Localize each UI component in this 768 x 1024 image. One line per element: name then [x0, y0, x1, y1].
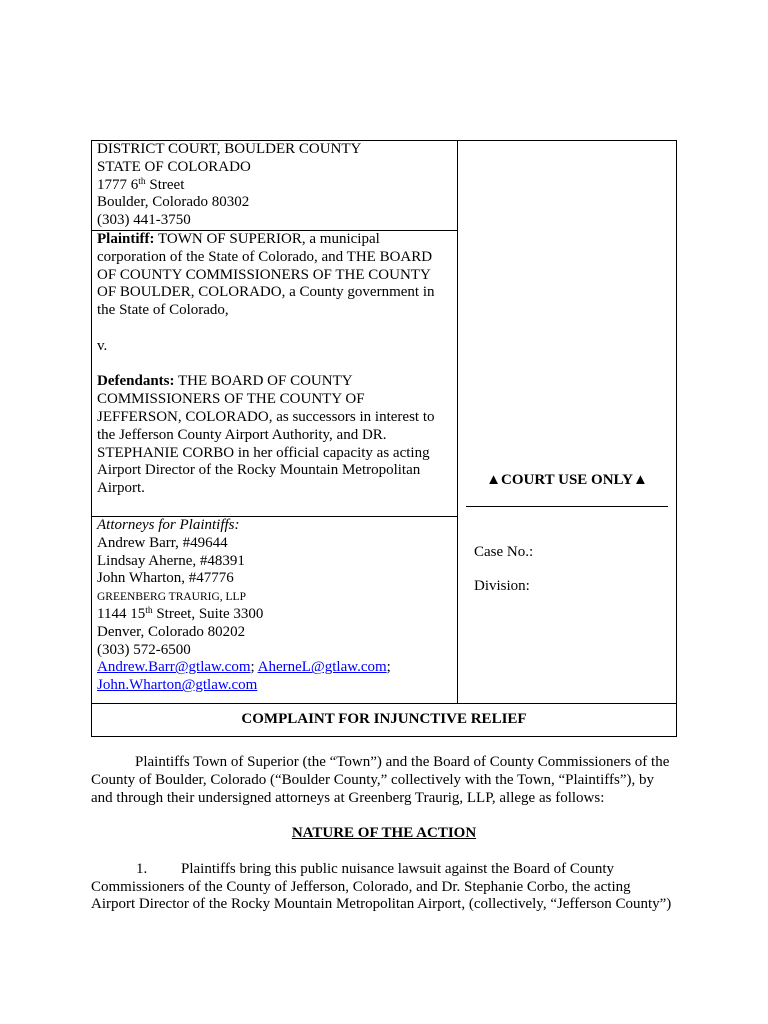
- firm-street-suffix: th: [145, 605, 153, 616]
- court-use-divider: [466, 506, 668, 507]
- paragraph-text: Plaintiffs bring this public nuisance lawsuit against the Board of County: [181, 860, 615, 877]
- intro-paragraph-line: County of Boulder, Colorado (“Boulder County,” collectively with the Town, “Plaintiffs”), by: [91, 771, 654, 788]
- court-street-address: [97, 177, 455, 195]
- plaintiff-line: [97, 231, 455, 249]
- email-link-aherne[interactable]: AherneL@gtlaw.com: [257, 659, 387, 676]
- document-title-row: [92, 704, 676, 736]
- defendants-text: Airport Director of the Rocky Mountain Metropolitan: [97, 462, 421, 479]
- defendants-text: COMMISSIONERS OF THE COUNTY OF: [97, 391, 365, 408]
- paragraph-text: Airport Director of the Rocky Mountain Metropolitan Airport, (collectively, “Jefferson County”): [91, 896, 672, 913]
- intro-paragraph-line: and through their undersigned attorneys at Greenberg Traurig, LLP, allege as follows:: [91, 789, 605, 806]
- attorneys-cell: [97, 517, 455, 695]
- law-firm-line: [97, 588, 455, 606]
- blank-line: [91, 843, 677, 861]
- numbered-paragraph-line: [91, 861, 677, 879]
- firm-street-name: Street, Suite 3300: [152, 605, 264, 622]
- paragraph-number: 1.: [136, 860, 148, 877]
- defendants-text: JEFFERSON, COLORADO, as successors in interest to: [97, 408, 435, 425]
- defendants-line: [97, 373, 455, 391]
- section-heading: NATURE OF THE ACTION: [291, 825, 477, 842]
- attorney-name: Andrew Barr, #49644: [97, 534, 228, 551]
- defendants-label: Defendants:: [97, 373, 175, 390]
- email-link-barr[interactable]: Andrew.Barr@gtlaw.com: [97, 659, 251, 676]
- division-label: Division:: [474, 578, 530, 594]
- court-city: Boulder, Colorado 80302: [97, 194, 250, 211]
- defendants-text: the Jefferson County Airport Authority, and DR.: [97, 426, 387, 443]
- plaintiff-text: OF COUNTY COMMISSIONERS OF THE COUNTY: [97, 266, 431, 283]
- blank-line: [91, 807, 677, 825]
- parties-cell: [97, 231, 455, 498]
- email-line: [97, 659, 455, 677]
- court-state: STATE OF COLORADO: [97, 158, 251, 175]
- blank-line: [97, 320, 455, 338]
- plaintiff-label: Plaintiff:: [97, 231, 155, 247]
- versus: v.: [97, 337, 108, 354]
- document-title: COMPLAINT FOR INJUNCTIVE RELIEF: [241, 711, 527, 728]
- email-separator: ;: [386, 659, 391, 676]
- case-caption: [91, 140, 677, 737]
- court-street-suffix: th: [138, 176, 146, 187]
- blank-line: [97, 356, 455, 374]
- court-use-only-label: ▲COURT USE ONLY▲: [486, 472, 648, 488]
- firm-phone: (303) 572-6500: [97, 641, 191, 658]
- attorneys-heading: Attorneys for Plaintiffs:: [97, 517, 240, 533]
- firm-street-address: [97, 606, 455, 624]
- court-street-number: 1777 6: [97, 176, 139, 193]
- firm-street-number: 1144 15: [97, 605, 146, 622]
- court-info-cell: [97, 141, 455, 230]
- plaintiff-text: TOWN OF SUPERIOR, a municipal: [157, 231, 380, 247]
- defendants-text: THE BOARD OF COUNTY: [177, 373, 353, 390]
- document-body: [91, 754, 677, 914]
- court-phone: (303) 441-3750: [97, 212, 191, 229]
- court-use-cell: [458, 141, 676, 703]
- defendants-text: Airport.: [97, 480, 145, 497]
- case-number-label: Case No.:: [474, 544, 534, 560]
- email-link-wharton[interactable]: John.Wharton@gtlaw.com: [97, 677, 258, 694]
- section-heading-row: [91, 825, 677, 843]
- court-street-name: Street: [145, 176, 185, 193]
- email-line: [97, 677, 455, 695]
- attorney-name: John Wharton, #47776: [97, 570, 234, 587]
- email-separator: ;: [250, 659, 255, 676]
- defendants-text: STEPHANIE CORBO in her official capacity as acting: [97, 444, 430, 461]
- plaintiff-text: OF BOULDER, COLORADO, a County government in: [97, 284, 435, 301]
- intro-paragraph-line: Plaintiffs Town of Superior (the “Town”) and the Board of County Commissioners of the: [135, 754, 670, 770]
- law-firm-name: GREENBERG TRAURIG, LLP: [97, 591, 246, 604]
- plaintiff-text: corporation of the State of Colorado, and THE BOARD: [97, 248, 433, 265]
- firm-city: Denver, Colorado 80202: [97, 623, 246, 640]
- paragraph-text: Commissioners of the County of Jefferson, Colorado, and Dr. Stephanie Corbo, the acting: [91, 878, 631, 895]
- court-name: DISTRICT COURT, BOULDER COUNTY: [97, 141, 362, 157]
- plaintiff-text: the State of Colorado,: [97, 302, 229, 319]
- attorney-name: Lindsay Aherne, #48391: [97, 552, 245, 569]
